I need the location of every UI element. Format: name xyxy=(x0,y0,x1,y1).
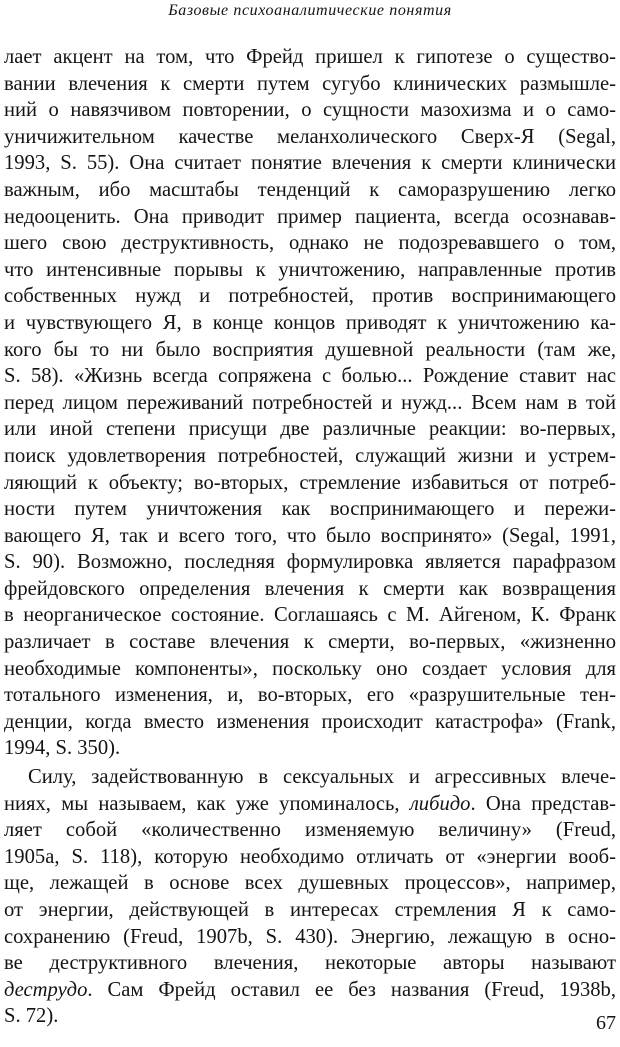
text-line: шего свою деструктивность, однако не подозревавшего о том, xyxy=(4,232,616,255)
text-line xyxy=(4,791,616,818)
text-run: ниях, мы называем, как уже упоминалось, xyxy=(4,792,410,815)
text-line: поиск удовлетворения потребностей, служащий жизни и устрем- xyxy=(4,444,616,467)
text-line: тотального изменения, и, во-вторых, его «разрушительные тен- xyxy=(4,684,616,707)
text-line: и чувствующего Я, в конце концов приводят к уничтожению ка- xyxy=(4,311,616,334)
text-line: Силу, задействованную в сексуальных и агрессивных влече- xyxy=(28,766,616,789)
text-line: ляет собой «количественно изменяемую величину» (Freud, xyxy=(4,819,616,842)
text-line: недооценить. Она приводит пример пациента, всегда осознавав- xyxy=(4,205,616,228)
term-libido: либидо xyxy=(409,792,471,815)
text-line: ний о навязчивом повторении, о сущности мазохизма и о само- xyxy=(4,99,616,122)
text-line: собственных нужд и потребностей, против воспринимающего xyxy=(4,285,616,308)
text-line: S. 72). xyxy=(4,1005,59,1028)
text-run: . Она представ- xyxy=(470,792,616,815)
text-line: вании влечения к смерти путем сугубо клинических размышле- xyxy=(4,72,616,95)
text-line: от энергии, действующей в интересах стремления Я к само- xyxy=(4,899,616,921)
text-run: . Сам Фрейд оставил ее без названия (Freud, 1938b, xyxy=(87,978,616,1001)
text-line: S. 58). «Жизнь всегда сопряжена с болью... Рождение ставит нас xyxy=(4,365,616,388)
page-number: 67 xyxy=(596,1012,616,1034)
text-line: лает акцент на том, что Фрейд пришел к гипотезе о существо- xyxy=(4,46,616,68)
running-header: Базовые психоаналитические понятия xyxy=(168,2,452,19)
text-line: сохранению (Freud, 1907b, S. 430). Энергию, лежащую в осно- xyxy=(4,925,616,948)
text-line: ности путем уничтожения как воспринимающего и пережи- xyxy=(4,498,616,521)
text-line: ще, лежащей в основе всех душевных процессов», например, xyxy=(4,872,616,895)
text-line: 1994, S. 350). xyxy=(4,737,121,760)
paragraph-2 xyxy=(4,764,616,1030)
term-destrudo: деструдо xyxy=(4,978,88,1001)
text-line: уничижительном качестве меланхолического Сверх-Я (Segal, xyxy=(4,125,616,148)
text-line: перед лицом переживаний потребностей и нужд... Всем нам в той xyxy=(4,391,616,414)
text-line: денции, когда вместо изменения происходит катастрофа» (Frank, xyxy=(4,710,616,733)
text-line: или иной степени присущи две различные реакции: во-первых, xyxy=(4,418,616,441)
body-text xyxy=(4,44,616,1030)
text-line xyxy=(4,977,616,1004)
text-line: различает в составе влечения к смерти, во-первых, «жизненно xyxy=(4,631,616,654)
paragraph-1 xyxy=(4,44,616,762)
text-line: ве деструктивного влечения, некоторые авторы называют xyxy=(4,952,616,975)
text-line: ляющий к объекту; во-вторых, стремление избавиться от потреб- xyxy=(4,471,616,494)
text-line: вающего Я, так и всего того, что было воспринято» (Segal, 1991, xyxy=(4,524,616,547)
text-line: кого бы то ни было восприятия душевной реальности (там же, xyxy=(4,338,616,361)
text-line: 1993, S. 55). Она считает понятие влечения к смерти клинически xyxy=(4,152,616,175)
text-line: необходимые компоненты», поскольку оно создает условия для xyxy=(4,657,616,680)
text-line: S. 90). Возможно, последняя формулировка является парафразом xyxy=(4,551,616,574)
text-line: в неорганическое состояние. Соглашаясь с М. Айгеном, К. Франк xyxy=(4,604,616,627)
text-line: 1905a, S. 118), которую необходимо отличать от «энергии вооб- xyxy=(4,845,616,868)
text-line: что интенсивные порывы к уничтожению, направленные против xyxy=(4,258,616,281)
text-line: важным, ибо масштабы тенденций к саморазрушению легко xyxy=(4,178,616,201)
text-line: фрейдовского определения влечения к смерти как возвращения xyxy=(4,577,616,600)
